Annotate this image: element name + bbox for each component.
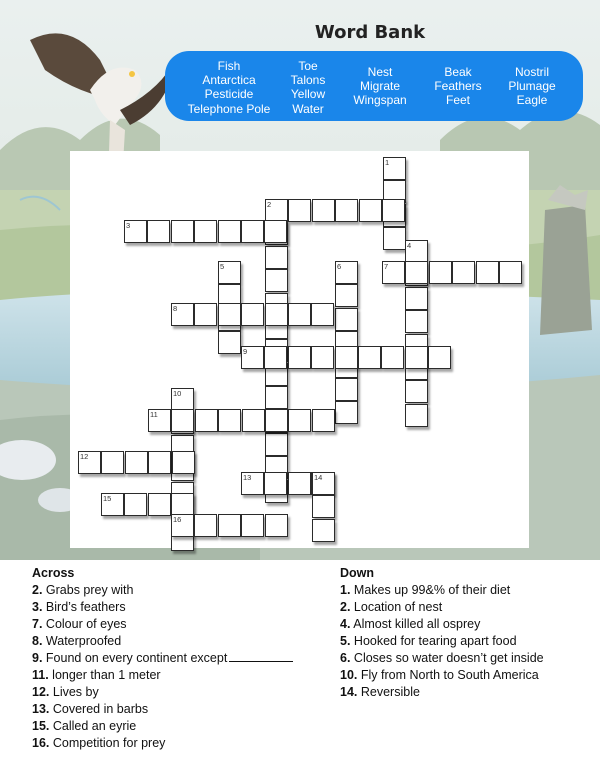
crossword-cell[interactable] (218, 331, 241, 354)
crossword-cell[interactable] (499, 261, 522, 284)
crossword-cell[interactable] (265, 409, 288, 432)
cell-number: 2 (267, 200, 272, 209)
word-bank-column-1 (179, 59, 279, 116)
across-clue (32, 599, 293, 616)
crossword-cell[interactable] (428, 346, 451, 369)
crossword-cell[interactable] (148, 451, 171, 474)
crossword-cell[interactable] (101, 493, 124, 516)
crossword-cell[interactable] (312, 495, 335, 518)
crossword-cell[interactable] (241, 472, 264, 495)
crossword-cell[interactable] (194, 220, 217, 243)
clue-text: Waterproofed (45, 634, 122, 648)
clues-section (0, 560, 600, 760)
crossword-cell[interactable] (429, 261, 452, 284)
word-bank-word: Migrate (359, 79, 400, 94)
answer-blank[interactable] (229, 650, 293, 662)
cell-number: 9 (243, 347, 248, 356)
clue-text: Lives by (52, 685, 99, 699)
clue-text: Grabs prey with (45, 583, 134, 597)
word-bank-word: Telephone Pole (187, 101, 271, 116)
down-clue (340, 633, 544, 650)
crossword-cell[interactable] (405, 287, 428, 310)
crossword-cell[interactable] (218, 303, 241, 326)
crossword-cell[interactable] (265, 246, 288, 269)
crossword-cell[interactable] (265, 199, 288, 222)
crossword-cell[interactable] (335, 284, 358, 307)
crossword-cell[interactable] (218, 514, 241, 537)
across-clue (32, 633, 293, 650)
crossword-cell[interactable] (242, 409, 265, 432)
crossword-cell[interactable] (383, 157, 406, 180)
crossword-cell[interactable] (171, 303, 194, 326)
crossword-cell[interactable] (194, 514, 217, 537)
clue-number: 5. (340, 634, 351, 648)
crossword-cell[interactable] (265, 433, 288, 456)
clue-number: 16. (32, 736, 50, 750)
crossword-cell[interactable] (359, 199, 382, 222)
word-bank-word: Water (292, 101, 324, 116)
crossword-cell[interactable] (78, 451, 101, 474)
crossword-cell[interactable] (195, 409, 218, 432)
word-bank-column-4 (423, 65, 493, 108)
crossword-cell[interactable] (148, 409, 171, 432)
crossword-cell[interactable] (405, 346, 428, 369)
crossword-cell[interactable] (264, 346, 287, 369)
crossword-cell[interactable] (265, 514, 288, 537)
clue-text: Bird’s feathers (45, 600, 126, 614)
clue-number: 2. (340, 600, 351, 614)
crossword-cell[interactable] (382, 261, 405, 284)
clue-text: longer than 1 meter (52, 668, 161, 682)
word-bank-column-2 (279, 59, 337, 116)
crossword-cell[interactable] (124, 493, 147, 516)
crossword-cell[interactable] (172, 451, 195, 474)
crossword-cell[interactable] (218, 409, 241, 432)
word-bank-word: Feathers (434, 79, 482, 94)
clue-text: Fly from North to South America (360, 668, 539, 682)
across-clue (32, 582, 293, 599)
across-heading: Across (32, 566, 75, 580)
down-clue (340, 684, 544, 701)
crossword-cell[interactable] (383, 227, 406, 250)
cell-number: 4 (407, 241, 412, 250)
cell-number: 3 (126, 221, 131, 230)
cell-number: 15 (103, 494, 112, 503)
word-bank-word: Antarctica (202, 73, 256, 88)
clue-text: Reversible (360, 685, 420, 699)
across-clues (32, 566, 293, 752)
crossword-cell[interactable] (171, 388, 194, 411)
crossword-cell[interactable] (476, 261, 499, 284)
cell-number: 16 (173, 515, 182, 524)
crossword-cell[interactable] (264, 472, 287, 495)
crossword-cell[interactable] (265, 386, 288, 409)
clue-number: 13. (32, 702, 50, 716)
cell-number: 11 (150, 410, 158, 419)
word-bank-word: Plumage (508, 79, 556, 94)
cell-number: 6 (337, 262, 342, 271)
crossword-cell[interactable] (288, 303, 311, 326)
crossword-cell[interactable] (241, 220, 264, 243)
across-clue (32, 650, 293, 667)
crossword-cell[interactable] (335, 308, 358, 331)
clue-text: Makes up 99&% of their diet (353, 583, 511, 597)
across-clue (32, 735, 293, 752)
cell-number: 10 (173, 389, 182, 398)
cell-number: 1 (385, 158, 390, 167)
down-clues (340, 566, 544, 701)
crossword-cell[interactable] (335, 199, 358, 222)
crossword-cell[interactable] (405, 380, 428, 403)
crossword-cell[interactable] (171, 493, 194, 516)
word-bank-word: Yellow (290, 87, 326, 102)
cell-number: 14 (314, 473, 323, 482)
clue-number: 4. (340, 617, 351, 631)
down-heading: Down (340, 566, 375, 580)
crossword-cell[interactable] (335, 378, 358, 401)
cell-number: 13 (243, 473, 252, 482)
cell-number: 12 (80, 452, 89, 461)
across-clue (32, 718, 293, 735)
clue-text: Found on every continent except (45, 651, 228, 665)
crossword-cell[interactable] (311, 346, 334, 369)
word-bank-word: Feet (445, 93, 470, 108)
cell-number: 8 (173, 304, 178, 313)
crossword-cell[interactable] (452, 261, 475, 284)
clue-number: 9. (32, 651, 43, 665)
clue-text: Almost killed all osprey (353, 617, 481, 631)
clue-number: 11. (32, 668, 49, 682)
clue-number: 1. (340, 583, 351, 597)
crossword-cell[interactable] (312, 409, 335, 432)
clue-text: Hooked for tearing apart food (353, 634, 517, 648)
cell-number: 5 (220, 262, 225, 271)
crossword-cell[interactable] (405, 310, 428, 333)
crossword-cell[interactable] (194, 303, 217, 326)
crossword-cell[interactable] (241, 303, 264, 326)
crossword-cell[interactable] (288, 346, 311, 369)
word-bank-word: Toe (298, 59, 318, 73)
crossword-cell[interactable] (147, 220, 170, 243)
crossword-cell[interactable] (382, 199, 405, 222)
crossword-cell[interactable] (312, 519, 335, 542)
crossword-cell[interactable] (312, 472, 335, 495)
crossword-cell[interactable] (312, 199, 335, 222)
word-bank-column-5 (497, 65, 567, 108)
crossword-cell[interactable] (265, 303, 288, 326)
crossword-cell[interactable] (335, 261, 358, 284)
word-bank-word: Pesticide (204, 87, 254, 102)
cell-number: 7 (384, 262, 389, 271)
word-bank-word: Fish (217, 59, 241, 73)
down-clue (340, 650, 544, 667)
word-bank-word: Beak (444, 65, 472, 79)
word-bank-word: Nest (367, 65, 393, 79)
clue-number: 10. (340, 668, 358, 682)
word-bank-column-3 (345, 65, 415, 108)
crossword-cell[interactable] (405, 240, 428, 263)
crossword-cell[interactable] (171, 220, 194, 243)
crossword-cell[interactable] (125, 451, 148, 474)
down-clue (340, 667, 544, 684)
across-clue (32, 684, 293, 701)
crossword-cell[interactable] (405, 404, 428, 427)
crossword-cell[interactable] (241, 514, 264, 537)
clue-number: 7. (32, 617, 43, 631)
clue-number: 15. (32, 719, 50, 733)
word-bank-word: Talons (290, 73, 326, 88)
down-clue (340, 582, 544, 599)
crossword-cell[interactable] (101, 451, 124, 474)
crossword-cell[interactable] (311, 303, 334, 326)
crossword-cell[interactable] (288, 472, 311, 495)
crossword-cell[interactable] (335, 401, 358, 424)
crossword-cell[interactable] (148, 493, 171, 516)
clue-number: 14. (340, 685, 358, 699)
down-clue (340, 616, 544, 633)
clue-text: Colour of eyes (45, 617, 127, 631)
clue-text: Covered in barbs (52, 702, 149, 716)
crossword-cell[interactable] (405, 261, 428, 284)
crossword-cell[interactable] (171, 409, 194, 432)
word-bank-title: Word Bank (314, 22, 426, 43)
clue-number: 3. (32, 600, 43, 614)
across-clue (32, 701, 293, 718)
crossword-cell[interactable] (265, 269, 288, 292)
crossword-cell[interactable] (124, 220, 147, 243)
clue-text: Location of nest (353, 600, 443, 614)
crossword-cell[interactable] (264, 220, 287, 243)
crossword-cell[interactable] (288, 199, 311, 222)
word-bank-word: Eagle (516, 93, 548, 108)
clue-number: 12. (32, 685, 50, 699)
down-clue (340, 599, 544, 616)
crossword-cell[interactable] (288, 409, 311, 432)
clue-text: Competition for prey (52, 736, 166, 750)
clue-text: Called an eyrie (52, 719, 137, 733)
word-bank-word: Nostril (514, 65, 549, 79)
crossword-cell[interactable] (218, 220, 241, 243)
clue-text: Closes so water doesn’t get inside (353, 651, 544, 665)
clue-number: 6. (340, 651, 351, 665)
word-bank (165, 51, 583, 121)
clue-number: 2. (32, 583, 43, 597)
crossword-cell[interactable] (171, 514, 194, 537)
crossword-grid (70, 151, 529, 548)
across-clue (32, 616, 293, 633)
crossword-cell[interactable] (335, 346, 358, 369)
across-clue (32, 667, 293, 684)
crossword-cell[interactable] (358, 346, 381, 369)
crossword-cell[interactable] (241, 346, 264, 369)
word-bank-word: Wingspan (353, 93, 407, 108)
clue-number: 8. (32, 634, 43, 648)
crossword-cell[interactable] (218, 261, 241, 284)
crossword-cell[interactable] (381, 346, 404, 369)
